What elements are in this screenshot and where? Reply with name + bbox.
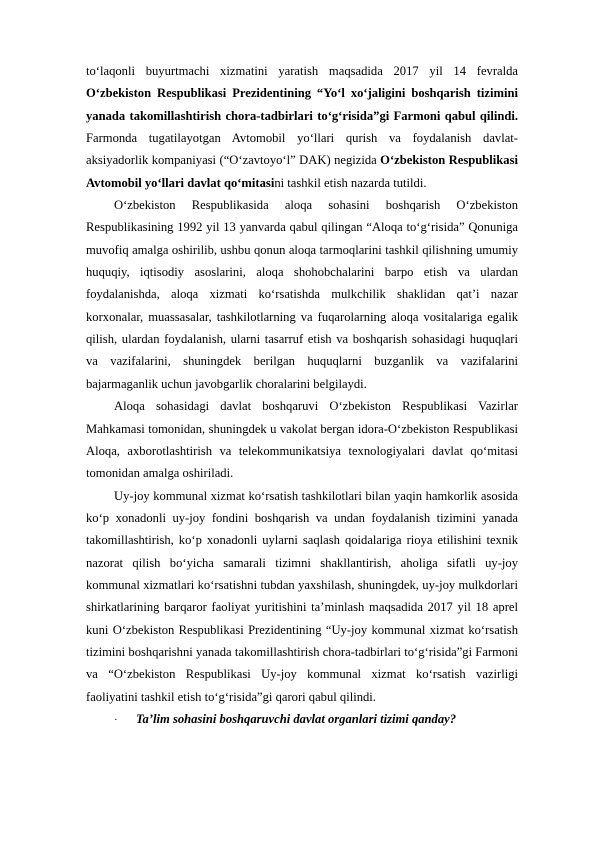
question-text: Ta’lim sohasini boshqaruvchi davlat organlari tizimi qanday? xyxy=(136,711,457,726)
paragraph-4: Uy-joy kommunal xizmat ko‘rsatish tashkilotlari bilan yaqin hamkorlik asosida ko‘p xonadonli uy-joy fondini boshqarish va undan foydalanish tizimini yanada takomillashtirish, ko‘p xonadonli uylarni saqlash qoidalariga rioya etilishini texnik nazorat qilish bo‘yicha samarali tizimni shakllantirish, aholiga sifatli uy-joy kommunal xizmatlari ko‘rsatishni tubdan yaxshilash, shuningdek, uy-joy mulkdorlari shirkatlarining barqaror faoliyat yuritishini ta’minlash maqsadida 2017 yil 18 aprel kuni O‘zbekiston Respublikasi Prezidentining “Uy-joy kommunal xizmat ko‘rsatish tizimini boshqarishni yanada takomillashtirish chora-tadbirlari to‘g‘risida”gi Farmoni va “O‘zbekiston Respublikasi Uy-joy kommunal xizmat ko‘rsatish vazirligi faoliyatini tashkil etish to‘g‘risida”gi qarori qabul qilindi. xyxy=(86,488,518,704)
paragraph-3: Aloqa sohasidagi davlat boshqaruvi O‘zbekiston Respublikasi Vazirlar Mahkamasi tomonidan, shuningdek u vakolat bergan idora-O‘zbekiston Respublikasi Aloqa, axborotlashtirish va telekommunikatsiya texnologiyalari davlat qo‘mitasi tomonidan amalga oshiriladi. xyxy=(86,399,518,481)
paragraph-1-text-b: Farmonda tugatilayotgan Avtomobil yo‘llari qurish va foydalanish davlat-aksiyadorlik kompaniyasi (“O‘zavtoyo‘l” DAK) negizida xyxy=(86,131,518,168)
paragraph-1-text-a: to‘laqonli buyurtmachi xizmatini yaratish maqsadida 2017 yil 14 fevralda xyxy=(86,64,518,78)
paragraph-1-bold-committee: O‘zbekiston Respublikasi Avtomobil yo‘llari davlat qo‘mitasi xyxy=(86,153,518,190)
paragraph-1 xyxy=(86,60,518,194)
document-page xyxy=(86,60,518,731)
paragraph-1-text-c: ni tashkil etish nazarda tutildi. xyxy=(274,175,427,190)
paragraph-2: O‘zbekiston Respublikasida aloqa sohasini boshqarish O‘zbekiston Respublikasining 1992 yil 13 yanvarda qabul qilingan “Aloqa to‘g‘risida” Qonuniga muvofiq amalga oshirilib, ushbu qonun aloqa tarmoqlarini tashkil qilishning umumiy huquqiy, iqtisodiy asoslarini, aloqa shohobchalarini barpo etish va ulardan foydalanishda, aloqa xizmati ko‘rsatishda mulkchilik shaklidan qat’i nazar korxonalar, muassasalar, tashkilotlarning va fuqarolarning aloqa vositalariga egalik qilish, ulardan foydalanish, ularni tasarruf etish va boshqarish sohasidagi huquqlari va vazifalarini, shuningdek berilgan huquqlarni buzganlik va vazifalarini bajarmaganlik uchun javobgarlik choralarini belgilaydi. xyxy=(86,198,518,391)
bullet-icon: · xyxy=(114,713,118,726)
question-item xyxy=(114,708,518,731)
paragraph-1-bold-decree: O‘zbekiston Respublikasi Prezidentining “Yo‘l xo‘jaligini boshqarish tizimini yanada takomillashtirish chora-tadbirlari to‘g‘risida”gi Farmoni qabul qilindi. xyxy=(86,86,518,123)
